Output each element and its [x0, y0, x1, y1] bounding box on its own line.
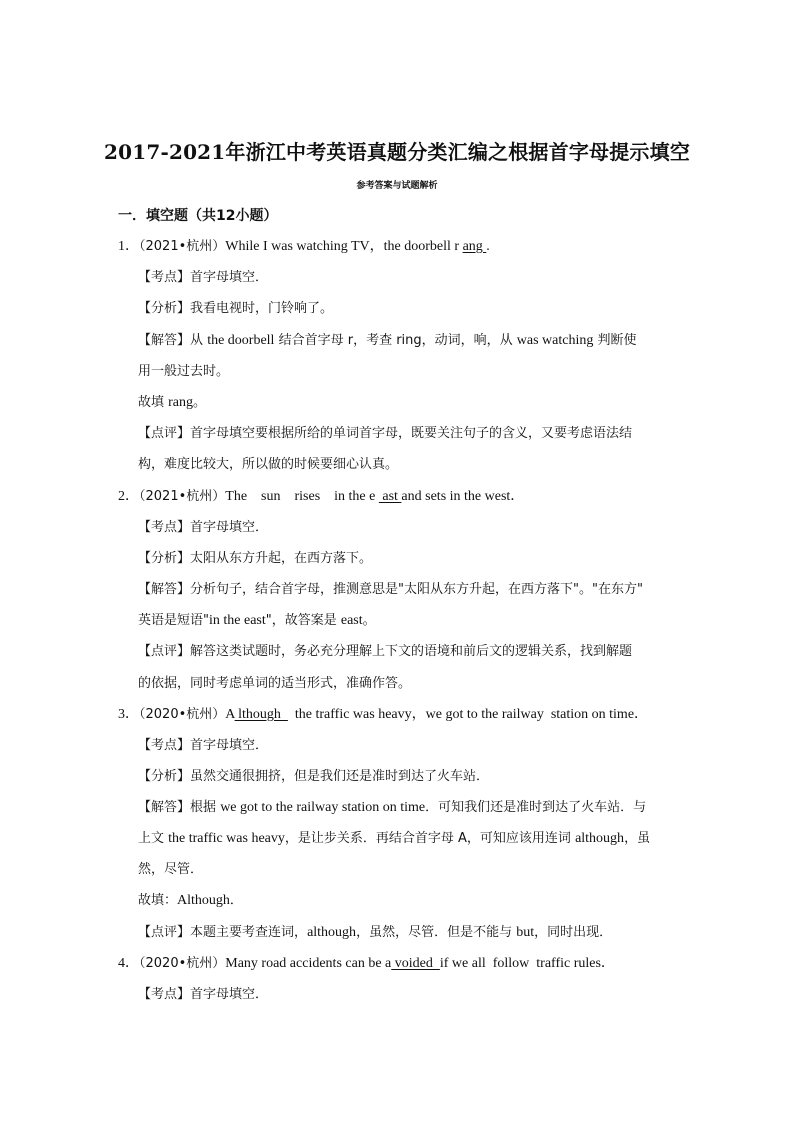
question-number: 3． [118, 707, 139, 722]
question-source: （2020•杭州） [139, 956, 226, 971]
question-source: （2021•杭州） [139, 239, 226, 254]
question-text: The sun rises in the e [225, 489, 379, 504]
answer-blank: ang [462, 239, 487, 254]
q3-kaodian: 【考点】首字母填空． [138, 738, 269, 753]
question-number: 1． [118, 239, 139, 254]
question-source: （2020•杭州） [139, 707, 226, 722]
q2-fenxi: 【分析】太阳从东方升起，在西方落下。 [138, 551, 373, 566]
q2-dianping-cont: 的依据，同时考虑单词的适当形式，准确作答。 [138, 676, 412, 691]
q2-kaodian: 【考点】首字母填空． [138, 520, 269, 535]
q1-jieda-cont: 用一般过去时。 [138, 364, 230, 379]
q3-jieda-cont2: 然，尽管． [138, 862, 204, 877]
q1-kaodian: 【考点】首字母填空． [138, 270, 269, 285]
question-text: Many road accidents can be a [225, 956, 392, 971]
document-title: 2017-2021年浙江中考英语真题分类汇编之根据首字母提示填空 [103, 140, 691, 164]
document-subtitle: 参考答案与试题解析 [356, 181, 438, 191]
q3-jieda-cont: 上文 the traffic was heavy，是让步关系．再结合首字母 A，可知应该用连词 although，虽 [138, 831, 651, 846]
q2-jieda: 【解答】分析句子，结合首字母，推测意思是"太阳从东方升起，在西方落下"。"在东方" [138, 582, 643, 597]
q1-fenxi: 【分析】我看电视时，门铃响了。 [138, 301, 334, 316]
question-source: （2021•杭州） [139, 489, 226, 504]
answer-blank: lthough [234, 707, 288, 722]
question-text: A [225, 707, 235, 722]
q3-answer: 故填：Although． [138, 893, 243, 908]
q4-kaodian: 【考点】首字母填空． [138, 987, 269, 1002]
q1-answer: 故填 rang。 [138, 395, 207, 410]
q3-fenxi: 【分析】虽然交通很拥挤，但是我们还是准时到达了火车站． [138, 769, 490, 784]
question-1: 1．（2021•杭州）While I was watching TV，the doorbell r ang . [118, 239, 490, 254]
q1-jieda: 【解答】从 the doorbell 结合首字母 r，考查 ring，动词，响，从 was watching 判断使 [138, 333, 637, 348]
q3-dianping: 【点评】本题主要考查连词，although，虽然，尽管．但是不能与 but，同时出现． [138, 925, 613, 940]
q2-jieda-cont: 英语是短语"in the east"，故答案是 east。 [138, 613, 376, 628]
q1-dianping: 【点评】首字母填空要根据所给的单词首字母，既要关注句子的含义，又要考虑语法结 [138, 426, 633, 441]
question-2: 2．（2021•杭州）The sun rises in the e ast and sets in the west． [118, 489, 525, 504]
q2-dianping: 【点评】解答这类试题时，务必充分理解上下文的语境和前后文的逻辑关系，找到解题 [138, 644, 633, 659]
question-number: 4． [118, 956, 139, 971]
question-text: While I was watching TV，the doorbell r [225, 239, 463, 254]
section-heading: 一．填空题（共12小题） [118, 208, 278, 224]
answer-blank: voided [391, 956, 440, 971]
answer-blank: ast [378, 489, 402, 504]
question-3: 3．（2020•杭州）A lthough the traffic was heavy，we got to the railway station on time． [118, 707, 649, 722]
q1-dianping-cont: 构，难度比较大，所以做的时候要细心认真。 [138, 457, 399, 472]
question-number: 2． [118, 489, 139, 504]
q3-jieda: 【解答】根据 we got to the railway station on time．可知我们还是准时到达了火车站．与 [138, 800, 647, 815]
question-4: 4．（2020•杭州）Many road accidents can be a voided if we all follow traffic rules． [118, 956, 615, 971]
